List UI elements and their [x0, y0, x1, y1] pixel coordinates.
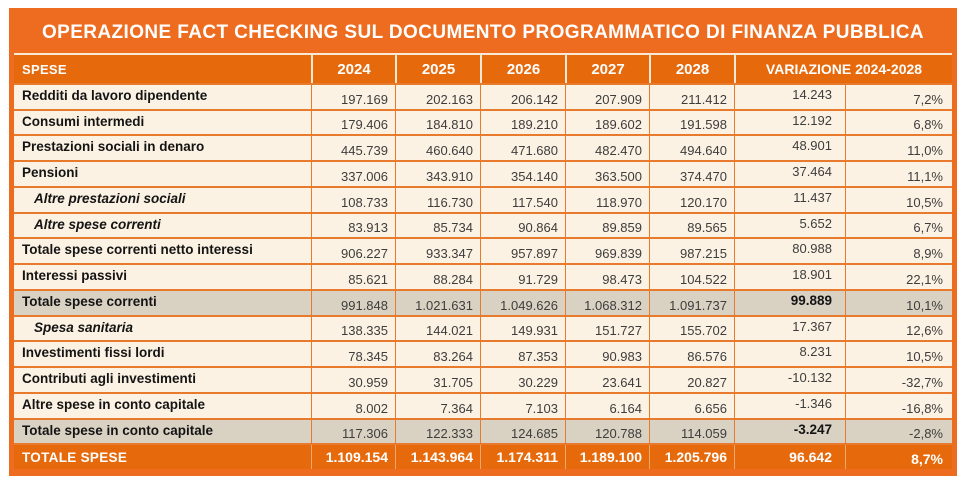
value-2028: 155.702: [649, 317, 734, 341]
row-label: Totale spese correnti netto interessi: [22, 242, 253, 258]
value-2027: 118.970: [565, 188, 649, 212]
row-label: Totale spese in conto capitale: [22, 422, 214, 438]
table-row: [14, 263, 952, 289]
row-label: Altre spese correnti: [34, 216, 161, 232]
variation-percent: 6,7%: [845, 214, 952, 238]
value-2027: 1.068.312: [565, 291, 649, 315]
variation-percent: 10,5%: [845, 342, 952, 366]
variation-absolute: 8.231: [734, 342, 845, 366]
value-2026: 189.210: [480, 111, 565, 135]
value-2027: 90.983: [565, 342, 649, 366]
value-2024: 197.169: [311, 85, 395, 109]
table-row: [14, 289, 952, 315]
value-2025: 184.810: [395, 111, 480, 135]
value-2026: 354.140: [480, 162, 565, 186]
value-2027: 1.189.100: [565, 445, 649, 469]
value-2025: 460.640: [395, 136, 480, 160]
value-2027: 207.909: [565, 85, 649, 109]
value-2028: 1.091.737: [649, 291, 734, 315]
value-2025: 7.364: [395, 394, 480, 418]
variation-percent: 10,1%: [845, 291, 952, 315]
value-2026: 1.049.626: [480, 291, 565, 315]
variation-absolute: 37.464: [734, 162, 845, 186]
value-2027: 23.641: [565, 368, 649, 392]
value-2024: 991.848: [311, 291, 395, 315]
table-row: [14, 109, 952, 135]
value-2027: 151.727: [565, 317, 649, 341]
row-label: Altre spese in conto capitale: [22, 396, 206, 412]
variation-percent: -2,8%: [845, 420, 952, 444]
value-2027: 363.500: [565, 162, 649, 186]
variation-percent: 11,1%: [845, 162, 952, 186]
table-row: [14, 315, 952, 341]
row-label: Redditi da lavoro dipendente: [22, 88, 208, 103]
value-2027: 120.788: [565, 420, 649, 444]
header-year-2027: 2027: [565, 55, 649, 83]
value-2027: 482.470: [565, 136, 649, 160]
row-label: Investimenti fissi lordi: [22, 345, 165, 361]
variation-percent: -16,8%: [845, 394, 952, 418]
value-2024: 906.227: [311, 239, 395, 263]
value-2025: 202.163: [395, 85, 480, 109]
variation-absolute: 96.642: [734, 445, 845, 469]
row-label: TOTALE SPESE: [22, 449, 128, 465]
variation-absolute: 80.988: [734, 239, 845, 263]
variation-absolute: 12.192: [734, 111, 845, 135]
variation-percent: 8,9%: [845, 239, 952, 263]
value-2026: 124.685: [480, 420, 565, 444]
value-2028: 191.598: [649, 111, 734, 135]
value-2025: 31.705: [395, 368, 480, 392]
value-2024: 179.406: [311, 111, 395, 135]
table-row: [14, 160, 952, 186]
header-variazione: VARIAZIONE 2024-2028: [734, 55, 952, 83]
value-2024: 30.959: [311, 368, 395, 392]
value-2028: 104.522: [649, 265, 734, 289]
variation-percent: 7,2%: [845, 85, 952, 109]
value-2024: 117.306: [311, 420, 395, 444]
value-2024: 108.733: [311, 188, 395, 212]
table-row: [14, 83, 952, 109]
variation-absolute: 11.437: [734, 188, 845, 212]
variation-absolute: 99.889: [734, 291, 845, 315]
variation-percent: 8,7%: [845, 445, 952, 469]
value-2027: 189.602: [565, 111, 649, 135]
value-2026: 7.103: [480, 394, 565, 418]
header-year-2024: 2024: [311, 55, 395, 83]
value-2026: 90.864: [480, 214, 565, 238]
value-2028: 211.412: [649, 85, 734, 109]
header-spese: SPESE: [22, 61, 67, 77]
value-2027: 89.859: [565, 214, 649, 238]
variation-percent: 12,6%: [845, 317, 952, 341]
value-2026: 91.729: [480, 265, 565, 289]
value-2026: 1.174.311: [480, 445, 565, 469]
value-2025: 343.910: [395, 162, 480, 186]
value-2025: 1.143.964: [395, 445, 480, 469]
header-year-2026: 2026: [480, 55, 565, 83]
table-row: [14, 212, 952, 238]
value-2028: 987.215: [649, 239, 734, 263]
table-row: [14, 443, 952, 469]
value-2025: 122.333: [395, 420, 480, 444]
value-2025: 83.264: [395, 342, 480, 366]
variation-percent: 11,0%: [845, 136, 952, 160]
value-2027: 98.473: [565, 265, 649, 289]
value-2025: 116.730: [395, 188, 480, 212]
value-2026: 30.229: [480, 368, 565, 392]
value-2024: 138.335: [311, 317, 395, 341]
variation-percent: -32,7%: [845, 368, 952, 392]
row-label: Altre prestazioni sociali: [34, 190, 186, 206]
header-year-2025: 2025: [395, 55, 480, 83]
value-2028: 1.205.796: [649, 445, 734, 469]
value-2026: 957.897: [480, 239, 565, 263]
header-year-2028: 2028: [649, 55, 734, 83]
value-2025: 933.347: [395, 239, 480, 263]
page-title: OPERAZIONE FACT CHECKING SUL DOCUMENTO PROGRAMMATICO DI FINANZA PUBBLICA: [14, 13, 952, 55]
variation-absolute: -3.247: [734, 420, 845, 444]
value-2024: 78.345: [311, 342, 395, 366]
value-2024: 1.109.154: [311, 445, 395, 469]
value-2025: 85.734: [395, 214, 480, 238]
variation-absolute: 17.367: [734, 317, 845, 341]
table-header-row: [14, 55, 952, 83]
value-2028: 89.565: [649, 214, 734, 238]
value-2028: 20.827: [649, 368, 734, 392]
table-frame: [9, 8, 957, 476]
value-2024: 337.006: [311, 162, 395, 186]
variation-absolute: 5.652: [734, 214, 845, 238]
table-body: [14, 83, 952, 469]
value-2026: 149.931: [480, 317, 565, 341]
row-label: Consumi intermedi: [22, 113, 145, 129]
variation-percent: 10,5%: [845, 188, 952, 212]
variation-percent: 6,8%: [845, 111, 952, 135]
value-2028: 494.640: [649, 136, 734, 160]
row-label: Interessi passivi: [22, 268, 128, 284]
variation-absolute: 14.243: [734, 85, 845, 109]
value-2025: 88.284: [395, 265, 480, 289]
table-row: [14, 134, 952, 160]
variation-percent: 22,1%: [845, 265, 952, 289]
value-2024: 83.913: [311, 214, 395, 238]
table-row: [14, 418, 952, 444]
variation-absolute: 18.901: [734, 265, 845, 289]
table-row: [14, 237, 952, 263]
variation-absolute: -10.132: [734, 368, 845, 392]
table-row: [14, 392, 952, 418]
value-2024: 85.621: [311, 265, 395, 289]
row-label: Prestazioni sociali in denaro: [22, 139, 205, 155]
value-2028: 6.656: [649, 394, 734, 418]
value-2026: 117.540: [480, 188, 565, 212]
value-2024: 445.739: [311, 136, 395, 160]
table-row: [14, 186, 952, 212]
value-2028: 114.059: [649, 420, 734, 444]
value-2025: 144.021: [395, 317, 480, 341]
row-label: Contributi agli investimenti: [22, 371, 197, 387]
table-row: [14, 340, 952, 366]
row-label: Totale spese correnti: [22, 293, 157, 309]
value-2026: 206.142: [480, 85, 565, 109]
value-2024: 8.002: [311, 394, 395, 418]
value-2028: 374.470: [649, 162, 734, 186]
value-2028: 86.576: [649, 342, 734, 366]
table-row: [14, 366, 952, 392]
value-2025: 1.021.631: [395, 291, 480, 315]
value-2027: 969.839: [565, 239, 649, 263]
row-label: Pensioni: [22, 165, 79, 181]
variation-absolute: -1.346: [734, 394, 845, 418]
value-2027: 6.164: [565, 394, 649, 418]
value-2028: 120.170: [649, 188, 734, 212]
row-label: Spesa sanitaria: [34, 319, 134, 335]
value-2026: 87.353: [480, 342, 565, 366]
variation-absolute: 48.901: [734, 136, 845, 160]
value-2026: 471.680: [480, 136, 565, 160]
